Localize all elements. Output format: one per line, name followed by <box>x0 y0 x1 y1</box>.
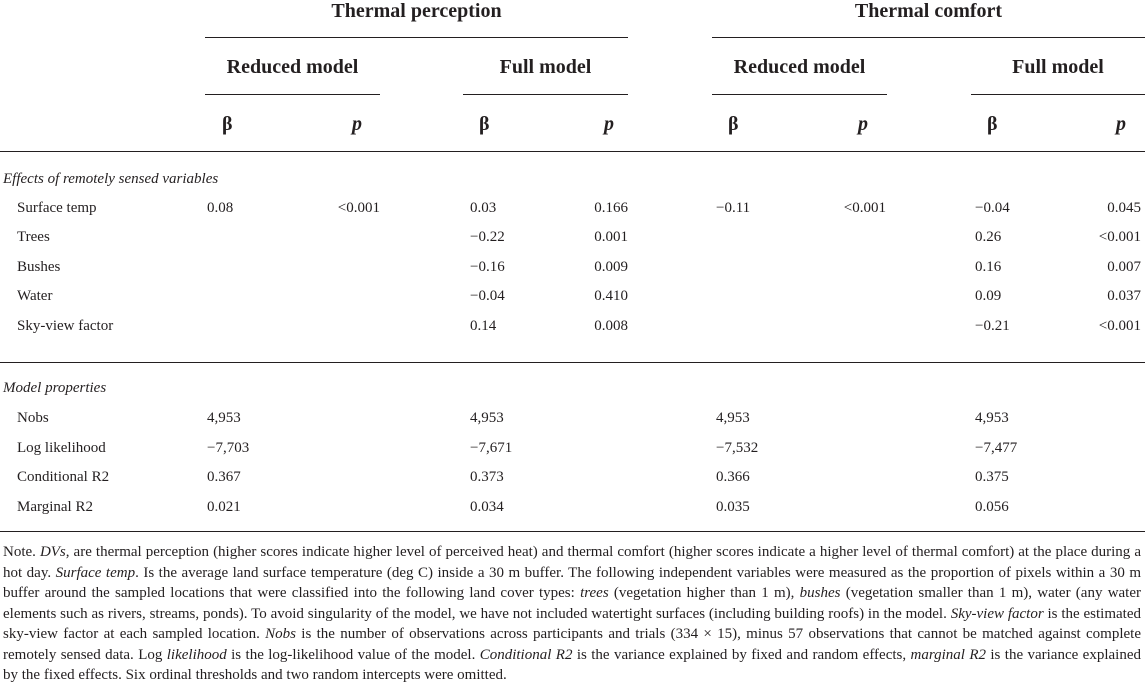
note-term-surface-temp: Surface temp <box>55 564 136 581</box>
rule-table-bottom <box>0 531 1145 532</box>
row-label: Water <box>17 288 53 304</box>
cell-tp-red-b: 0.08 <box>207 200 234 216</box>
note-term-sky-view: Sky-view factor <box>950 605 1044 622</box>
cell-tp-full: 4,953 <box>470 410 504 426</box>
row-label: Conditional R2 <box>17 469 110 485</box>
row-label: Nobs <box>17 410 49 426</box>
subheader-tp-full: Full model <box>499 56 592 78</box>
cell-tc-red-p: <0.001 <box>843 200 886 216</box>
row-label: Log likelihood <box>17 440 106 456</box>
cell-tc-full-p: 0.045 <box>1107 200 1141 216</box>
cell-tp-full-p: 0.001 <box>594 229 628 245</box>
note-text: is the number of observations across participants and trials (334 × 15), minus 57 observations that cannot be matched against complete remotely sensed data. Log <box>3 626 1141 663</box>
cell-tp-full-b: −0.16 <box>470 259 505 275</box>
note-term-dvs: DVs <box>39 544 66 560</box>
cell-tc-red: 0.366 <box>716 469 750 485</box>
rule-perception <box>205 37 628 38</box>
note-text: (vegetation smaller than 1 m), water (any water elements such as rivers, streams, ponds). To avoid singularity of the model, we have not included watertight surfaces (including building roofs) in the model. <box>3 585 1141 622</box>
cell-tc-full: 0.375 <box>975 469 1009 485</box>
cell-tp-red-p: <0.001 <box>337 200 380 216</box>
symbol-beta-tc-full: β <box>987 113 998 135</box>
header-thermal-perception: Thermal perception <box>331 0 502 22</box>
cell-tc-red-b: −0.11 <box>716 200 751 216</box>
rule-tc-reduced <box>712 94 887 95</box>
row-label: Sky-view factor <box>17 318 114 334</box>
section-effects: Effects of remotely sensed variables <box>3 171 219 187</box>
rule-comfort <box>712 37 1145 38</box>
cell-tp-full-p: 0.009 <box>594 259 628 275</box>
rule-header-bottom <box>0 151 1145 152</box>
cell-tp-full-b: −0.22 <box>470 229 505 245</box>
cell-tc-full-p: <0.001 <box>1098 229 1141 245</box>
cell-tp-full: 0.034 <box>470 499 504 515</box>
header-thermal-comfort: Thermal comfort <box>854 0 1003 22</box>
cell-tc-full: 0.056 <box>975 499 1009 515</box>
note-text: is the variance explained by the fixed effects. Six ordinal thresholds and two random intercepts were omitted. <box>3 646 1141 683</box>
note-term-likelihood: likelihood <box>166 646 227 663</box>
cell-tp-full-p: 0.008 <box>594 318 628 334</box>
cell-tc-full-b: 0.16 <box>975 259 1002 275</box>
table-note <box>3 542 1141 686</box>
cell-tp-red: −7,703 <box>207 440 250 456</box>
cell-tc-full-p: 0.007 <box>1107 259 1141 275</box>
cell-tc-full-b: −0.04 <box>975 200 1010 216</box>
cell-tc-full-b: −0.21 <box>975 318 1010 334</box>
note-term-bushes: bushes <box>799 585 841 601</box>
symbol-beta-tc-reduced: β <box>728 113 739 135</box>
symbol-p-tp-full: p <box>604 113 614 135</box>
note-text: is the variance explained by fixed and random effects, <box>572 646 911 663</box>
cell-tp-red: 0.367 <box>207 469 241 485</box>
note-text: is the log-likelihood value of the model. <box>226 646 480 663</box>
symbol-p-tp-reduced: p <box>352 113 362 135</box>
note-term-marginal-r2: marginal R2 <box>910 646 986 663</box>
cell-tp-red: 0.021 <box>207 499 241 515</box>
cell-tc-red: −7,532 <box>716 440 759 456</box>
cell-tp-full-b: 0.03 <box>470 200 497 216</box>
cell-tc-full: −7,477 <box>975 440 1018 456</box>
cell-tp-full-b: 0.14 <box>470 318 497 334</box>
cell-tc-full-p: <0.001 <box>1098 318 1141 334</box>
symbol-p-tc-full: p <box>1116 113 1126 135</box>
note-term-nobs: Nobs <box>265 626 296 642</box>
symbol-beta-tp-reduced: β <box>222 113 233 135</box>
symbol-p-tc-reduced: p <box>858 113 868 135</box>
note-text: (vegetation higher than 1 m), <box>608 585 800 601</box>
subheader-tc-full: Full model <box>1012 56 1104 78</box>
note-text: Note. <box>3 544 40 560</box>
subheader-tp-reduced: Reduced model <box>226 56 359 78</box>
cell-tc-full-b: 0.26 <box>975 229 1002 245</box>
note-term-trees: trees <box>580 585 609 601</box>
cell-tp-full: −7,671 <box>470 440 513 456</box>
row-label: Surface temp <box>17 200 97 216</box>
symbol-beta-tp-full: β <box>479 113 490 135</box>
row-label: Marginal R2 <box>17 499 93 515</box>
cell-tc-full: 4,953 <box>975 410 1009 426</box>
note-text: . Is the average land surface temperature (deg C) inside a 30 m buffer. The following independent variables were measured as the proportion of pixels within a 30 m buffer around the sampled locations that were classified into the following land cover types: <box>3 564 1141 601</box>
rule-tp-reduced <box>205 94 380 95</box>
cell-tc-full-b: 0.09 <box>975 288 1002 304</box>
note-term-conditional-r2: Conditional R2 <box>479 646 573 663</box>
cell-tp-full-p: 0.166 <box>594 200 628 216</box>
cell-tc-full-p: 0.037 <box>1107 288 1141 304</box>
row-label: Bushes <box>17 259 61 275</box>
cell-tp-red: 4,953 <box>207 410 241 426</box>
cell-tp-full-p: 0.410 <box>594 288 628 304</box>
cell-tp-full: 0.373 <box>470 469 504 485</box>
rule-tp-full <box>463 94 628 95</box>
subheader-tc-reduced: Reduced model <box>733 56 866 78</box>
rule-section-divider <box>0 362 1145 363</box>
row-label: Trees <box>17 229 50 245</box>
cell-tc-red: 4,953 <box>716 410 750 426</box>
note-text: is the estimated sky-view factor at each sampled location. <box>3 605 1141 642</box>
cell-tc-red: 0.035 <box>716 499 750 515</box>
note-text: , are thermal perception (higher scores indicate higher level of perceived heat) and thermal comfort (higher scores indicate a higher level of thermal comfort) at the place during a hot day. <box>3 544 1141 581</box>
section-model-properties: Model properties <box>3 380 107 396</box>
rule-tc-full <box>971 94 1145 95</box>
cell-tp-full-b: −0.04 <box>470 288 505 304</box>
